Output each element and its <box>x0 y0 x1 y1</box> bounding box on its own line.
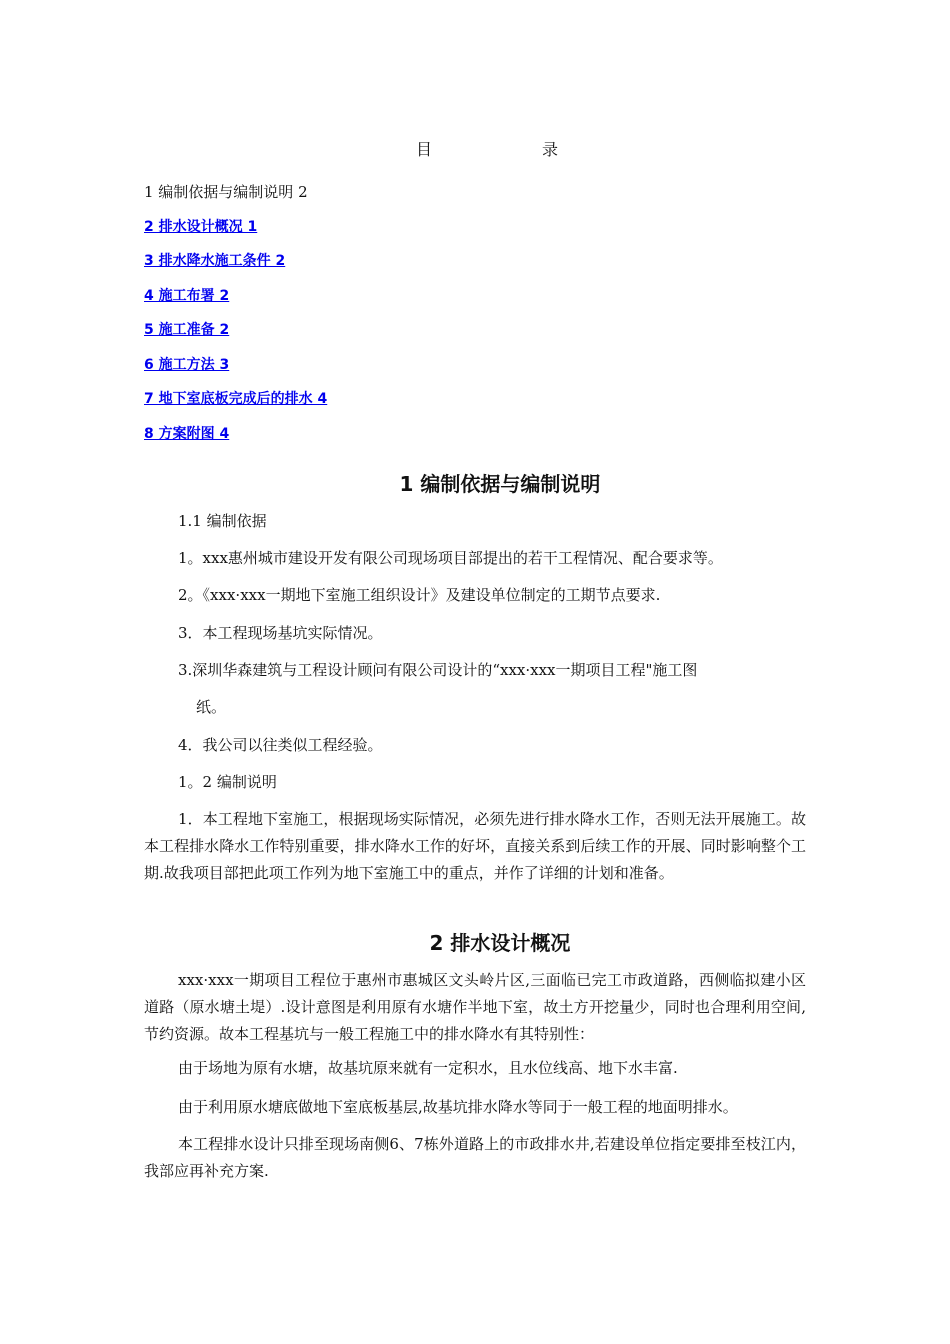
toc-link-7[interactable]: 7 地下室底板完成后的排水 4 <box>144 391 328 407</box>
toc-title: 目 录 <box>415 140 584 159</box>
subheading-1-1: 1.1 编制依据 <box>178 512 267 530</box>
basis-item-5: 4．我公司以往类似工程经验。 <box>178 736 383 754</box>
overview-point-3: 本工程排水设计只排至现场南侧6、7栋外道路上的市政排水井,若建设单位指定要排至枝江内，我部应再补充方案. <box>144 1135 806 1180</box>
overview-point-1: 由于场地为原有水塘，故基坑原来就有一定积水，且水位线高、地下水丰富. <box>178 1059 678 1077</box>
explanation-paragraph: 1．本工程地下室施工，根据现场实际情况，必须先进行排水降水工作，否则无法开展施工。故本工程排水降水工作特别重要，排水降水工作的好坏，直接关系到后续工作的开展、同时影响整个工期.故我项目部把此项工作列为地下室施工中的重点，并作了详细的计划和准备。 <box>144 810 806 882</box>
toc-link-6[interactable]: 6 施工方法 3 <box>144 357 230 373</box>
basis-item-1: 1。xxx惠州城市建设开发有限公司现场项目部提出的若干工程情况、配合要求等。 <box>178 549 723 567</box>
toc-link-2[interactable]: 2 排水设计概况 1 <box>144 219 258 235</box>
overview-point-2: 由于利用原水塘底做地下室底板基层,故基坑排水降水等同于一般工程的地面明排水。 <box>178 1098 738 1116</box>
basis-item-4-cont: 纸。 <box>196 698 227 716</box>
section1-heading: 1 编制依据与编制说明 <box>399 472 601 496</box>
toc-link-4[interactable]: 4 施工布署 2 <box>144 288 230 304</box>
toc-link-8[interactable]: 8 方案附图 4 <box>144 426 230 442</box>
overview-paragraph: xxx·xxx一期项目工程位于惠州市惠城区文头岭片区,三面临已完工市政道路，西侧临拟建小区道路（原水塘土堤）.设计意图是利用原有水塘作半地下室，故土方开挖量少，同时也合理利用空间,节约资源。故本工程基坑与一般工程施工中的排水降水有其特别性： <box>144 971 806 1043</box>
subheading-1-2: 1。2 编制说明 <box>178 773 277 791</box>
toc-item-1: 1 编制依据与编制说明 2 <box>144 183 308 201</box>
toc-link-5[interactable]: 5 施工准备 2 <box>144 322 230 338</box>
basis-item-2: 2。《xxx·xxx一期地下室施工组织设计》及建设单位制定的工期节点要求. <box>178 586 661 604</box>
section2-heading: 2 排水设计概况 <box>429 931 571 955</box>
toc-link-3[interactable]: 3 排水降水施工条件 2 <box>144 253 286 269</box>
basis-item-3: 3．本工程现场基坑实际情况。 <box>178 624 383 642</box>
basis-item-4: 3.深圳华森建筑与工程设计顾问有限公司设计的“xxx·xxx一期项目工程"施工图 <box>178 661 698 679</box>
